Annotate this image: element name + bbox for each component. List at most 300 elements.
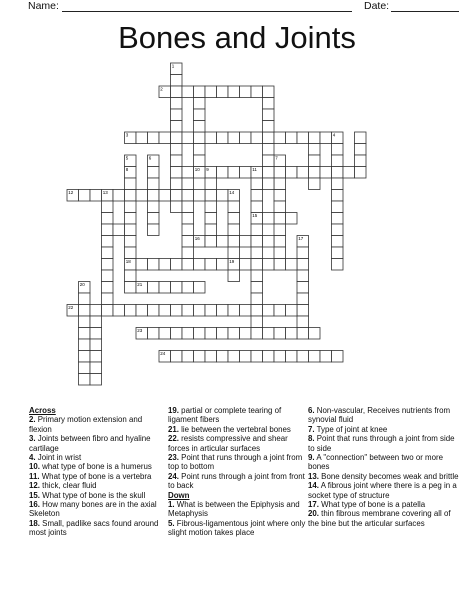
grid-cell[interactable] xyxy=(286,305,298,317)
grid-cell[interactable] xyxy=(194,155,206,167)
grid-cell[interactable] xyxy=(194,190,206,202)
clue-number-label: 4. xyxy=(29,453,36,463)
grid-cell[interactable] xyxy=(182,236,194,248)
grid-cell[interactable] xyxy=(182,132,194,144)
grid-cell[interactable] xyxy=(332,259,344,271)
grid-cell[interactable] xyxy=(217,328,229,340)
clue-number: 15 xyxy=(252,213,258,219)
grid-cell[interactable] xyxy=(90,316,102,328)
grid-cell[interactable] xyxy=(102,305,114,317)
page-title: Bones and Joints xyxy=(118,20,356,55)
clue-text: partial or complete tearing of ligament fibers xyxy=(168,406,282,425)
grid-cell[interactable] xyxy=(274,305,286,317)
clue-text: Fibrous-ligamentous joint where only slight motion takes place xyxy=(168,518,306,538)
clue-item xyxy=(168,425,307,434)
grid-cell[interactable] xyxy=(205,178,217,190)
grid-cell[interactable] xyxy=(297,282,309,294)
clue-number: 13 xyxy=(102,190,108,196)
clue-number: 19 xyxy=(229,259,235,265)
clue-number-label: 15. xyxy=(29,490,40,500)
clue-column-3 xyxy=(308,406,459,528)
grid-cell[interactable] xyxy=(159,190,171,202)
grid-cell[interactable] xyxy=(217,236,229,248)
grid-cell[interactable] xyxy=(194,132,206,144)
clue-number-label: 11. xyxy=(29,471,40,481)
grid-cell[interactable] xyxy=(274,259,286,271)
grid-cell[interactable] xyxy=(240,132,252,144)
grid-cell[interactable] xyxy=(263,109,275,121)
grid-cell[interactable] xyxy=(332,247,344,259)
grid-cell[interactable] xyxy=(113,305,125,317)
grid-cell[interactable] xyxy=(194,144,206,156)
grid-cell[interactable] xyxy=(251,132,263,144)
grid-cell[interactable] xyxy=(309,328,321,340)
grid-cell[interactable] xyxy=(332,155,344,167)
grid-cell[interactable] xyxy=(228,224,240,236)
grid-cell[interactable] xyxy=(309,167,321,179)
grid-cell[interactable] xyxy=(125,305,137,317)
clue-number-label: 16. xyxy=(29,500,40,510)
grid-cell[interactable] xyxy=(263,144,275,156)
grid-cell[interactable] xyxy=(309,178,321,190)
grid-cell[interactable] xyxy=(274,201,286,213)
grid-cell[interactable] xyxy=(148,224,160,236)
grid-cell[interactable] xyxy=(171,328,183,340)
clue-number-label: 3. xyxy=(29,434,36,444)
clue-item xyxy=(308,425,459,434)
grid-cell[interactable] xyxy=(205,86,217,98)
clue-text: resists compressive and shear forces in articular surfaces xyxy=(168,434,288,453)
grid-cell[interactable] xyxy=(228,86,240,98)
grid-cell[interactable] xyxy=(171,178,183,190)
clue-item xyxy=(29,519,165,538)
grid-cell[interactable] xyxy=(148,305,160,317)
clue-number-label: 24. xyxy=(168,471,179,481)
clue-text: Small, padlike sacs found around most joints xyxy=(29,518,159,538)
clue-number: 10 xyxy=(194,167,200,173)
grid-cell[interactable] xyxy=(263,98,275,110)
grid-cell[interactable] xyxy=(274,132,286,144)
grid-cell[interactable] xyxy=(217,132,229,144)
grid-cell[interactable] xyxy=(355,167,367,179)
clue-number-label: 14. xyxy=(308,481,319,491)
grid-cell[interactable] xyxy=(171,155,183,167)
grid-cell[interactable] xyxy=(159,259,171,271)
clue-number-label: 8. xyxy=(308,434,315,444)
grid-cell[interactable] xyxy=(228,132,240,144)
grid-cell[interactable] xyxy=(125,213,137,225)
grid-cell[interactable] xyxy=(297,305,309,317)
grid-cell[interactable] xyxy=(102,282,114,294)
grid-cell[interactable] xyxy=(148,282,160,294)
grid-cell[interactable] xyxy=(240,167,252,179)
grid-cell[interactable] xyxy=(297,167,309,179)
clue-number: 3 xyxy=(125,132,129,138)
grid-cell[interactable] xyxy=(355,144,367,156)
grid-cell[interactable] xyxy=(171,144,183,156)
grid-cell[interactable] xyxy=(194,109,206,121)
grid-cell[interactable] xyxy=(182,167,194,179)
grid-cell[interactable] xyxy=(309,144,321,156)
grid-cell[interactable] xyxy=(205,351,217,363)
grid-cell[interactable] xyxy=(171,109,183,121)
grid-cell[interactable] xyxy=(194,328,206,340)
clue-number-label: 17. xyxy=(308,500,319,510)
clue-item xyxy=(168,519,307,538)
grid-cell[interactable] xyxy=(136,259,148,271)
grid-cell[interactable] xyxy=(228,270,240,282)
grid-cell[interactable] xyxy=(148,132,160,144)
grid-cell[interactable] xyxy=(228,213,240,225)
grid-cell[interactable] xyxy=(332,224,344,236)
grid-cell[interactable] xyxy=(263,155,275,167)
across-heading: Across xyxy=(29,406,56,415)
grid-cell[interactable] xyxy=(228,167,240,179)
grid-cell[interactable] xyxy=(148,178,160,190)
grid-cell[interactable] xyxy=(251,351,263,363)
grid-cell[interactable] xyxy=(182,259,194,271)
grid-cell[interactable] xyxy=(251,247,263,259)
grid-cell[interactable] xyxy=(125,190,137,202)
grid-cell[interactable] xyxy=(182,305,194,317)
date-label: Date: xyxy=(364,0,390,12)
grid-cell[interactable] xyxy=(263,328,275,340)
grid-cell[interactable] xyxy=(251,224,263,236)
grid-cell[interactable] xyxy=(90,362,102,374)
grid-cell[interactable] xyxy=(171,190,183,202)
grid-cell[interactable] xyxy=(171,98,183,110)
grid-cell[interactable] xyxy=(102,201,114,213)
grid-cell[interactable] xyxy=(194,98,206,110)
clue-item xyxy=(29,453,165,462)
grid-cell[interactable] xyxy=(228,201,240,213)
grid-cell[interactable] xyxy=(148,259,160,271)
grid-cell[interactable] xyxy=(228,328,240,340)
grid-cell[interactable] xyxy=(102,293,114,305)
grid-cell[interactable] xyxy=(79,305,91,317)
grid-cell[interactable] xyxy=(205,305,217,317)
clue-text: thin fibrous membrane covering all of the bine but the articular surfaces xyxy=(308,509,451,528)
clue-item xyxy=(168,434,307,453)
grid-cell[interactable] xyxy=(194,259,206,271)
grid-cell[interactable] xyxy=(251,86,263,98)
clue-text: What is between the Epiphysis and Metaphysis xyxy=(168,500,300,519)
clue-item xyxy=(29,472,165,481)
clue-item xyxy=(29,491,165,500)
clue-text: How many bones are in the axial Skeleton xyxy=(29,500,157,519)
clue-number: 23 xyxy=(137,328,143,334)
clue-item xyxy=(29,481,165,490)
grid-cell[interactable] xyxy=(205,259,217,271)
grid-cell[interactable] xyxy=(182,328,194,340)
grid-cell[interactable] xyxy=(240,328,252,340)
clue-item xyxy=(168,453,307,472)
grid-cell[interactable] xyxy=(274,178,286,190)
grid-cell[interactable] xyxy=(286,328,298,340)
grid-cell[interactable] xyxy=(286,167,298,179)
grid-cell[interactable] xyxy=(332,351,344,363)
grid-cell[interactable] xyxy=(320,132,332,144)
grid-cell[interactable] xyxy=(274,328,286,340)
grid-cell[interactable] xyxy=(263,305,275,317)
clue-column-1 xyxy=(29,406,165,538)
grid-cell[interactable] xyxy=(240,236,252,248)
grid-cell[interactable] xyxy=(286,132,298,144)
grid-cell[interactable] xyxy=(297,316,309,328)
grid-cell[interactable] xyxy=(274,224,286,236)
grid-cell[interactable] xyxy=(125,224,137,236)
grid-cell[interactable] xyxy=(159,305,171,317)
grid-cell[interactable] xyxy=(251,236,263,248)
grid-cell[interactable] xyxy=(182,190,194,202)
clue-text: Joints between fibro and hyaline cartilage xyxy=(29,434,151,453)
name-label: Name: xyxy=(28,0,59,12)
grid-cell[interactable] xyxy=(90,190,102,202)
grid-cell[interactable] xyxy=(332,144,344,156)
grid-cell[interactable] xyxy=(240,259,252,271)
grid-cell[interactable] xyxy=(263,178,275,190)
grid-cell[interactable] xyxy=(274,247,286,259)
grid-cell[interactable] xyxy=(309,132,321,144)
grid-cell[interactable] xyxy=(320,167,332,179)
grid-cell[interactable] xyxy=(228,236,240,248)
grid-cell[interactable] xyxy=(205,236,217,248)
grid-cell[interactable] xyxy=(205,190,217,202)
grid-cell[interactable] xyxy=(297,247,309,259)
clue-item xyxy=(308,509,459,528)
grid-cell[interactable] xyxy=(102,259,114,271)
grid-cell[interactable] xyxy=(159,328,171,340)
grid-cell[interactable] xyxy=(217,259,229,271)
grid-cell[interactable] xyxy=(102,213,114,225)
grid-cell[interactable] xyxy=(125,247,137,259)
grid-cell[interactable] xyxy=(125,236,137,248)
grid-cell[interactable] xyxy=(263,167,275,179)
clue-text: lie between the vertebral bones xyxy=(178,424,291,434)
grid-cell[interactable] xyxy=(217,351,229,363)
grid-cell[interactable] xyxy=(251,305,263,317)
grid-cell[interactable] xyxy=(297,270,309,282)
grid-cell[interactable] xyxy=(251,270,263,282)
clue-item xyxy=(168,472,307,491)
grid-cell[interactable] xyxy=(332,236,344,248)
grid-cell[interactable] xyxy=(113,190,125,202)
grid-cell[interactable] xyxy=(90,339,102,351)
grid-cell[interactable] xyxy=(355,132,367,144)
grid-cell[interactable] xyxy=(102,247,114,259)
grid-cell[interactable] xyxy=(228,305,240,317)
grid-cell[interactable] xyxy=(286,259,298,271)
grid-cell[interactable] xyxy=(194,121,206,133)
down-heading: Down xyxy=(168,490,190,500)
grid-cell[interactable] xyxy=(263,132,275,144)
clue-item xyxy=(29,462,165,471)
clue-text: what type of bone is a humerus xyxy=(39,462,152,472)
grid-cell[interactable] xyxy=(171,282,183,294)
grid-cell[interactable] xyxy=(182,224,194,236)
grid-cell[interactable] xyxy=(251,282,263,294)
grid-cell[interactable] xyxy=(182,86,194,98)
clue-number: 21 xyxy=(137,282,143,288)
grid-cell[interactable] xyxy=(263,236,275,248)
grid-cell[interactable] xyxy=(251,328,263,340)
grid-cell[interactable] xyxy=(320,351,332,363)
grid-cell[interactable] xyxy=(182,213,194,225)
grid-cell[interactable] xyxy=(228,247,240,259)
grid-cell[interactable] xyxy=(194,86,206,98)
grid-cell[interactable] xyxy=(205,213,217,225)
clue-text: A "connection" between two or more bones xyxy=(308,453,444,472)
grid-cell[interactable] xyxy=(171,121,183,133)
grid-cell[interactable] xyxy=(79,293,91,305)
grid-cell[interactable] xyxy=(79,328,91,340)
grid-cell[interactable] xyxy=(194,305,206,317)
grid-cell[interactable] xyxy=(148,167,160,179)
grid-cell[interactable] xyxy=(194,351,206,363)
clue-text: A fibrous joint where there is a peg in a socket type of structure xyxy=(308,481,457,500)
grid-cell[interactable] xyxy=(332,213,344,225)
grid-cell[interactable] xyxy=(240,305,252,317)
grid-cell[interactable] xyxy=(240,351,252,363)
grid-cell[interactable] xyxy=(274,190,286,202)
grid-cell[interactable] xyxy=(309,155,321,167)
grid-cell[interactable] xyxy=(79,362,91,374)
grid-cell[interactable] xyxy=(79,339,91,351)
grid-cell[interactable] xyxy=(297,328,309,340)
grid-cell[interactable] xyxy=(79,351,91,363)
grid-cell[interactable] xyxy=(79,374,91,386)
grid-cell[interactable] xyxy=(148,190,160,202)
grid-cell[interactable] xyxy=(297,132,309,144)
grid-cell[interactable] xyxy=(90,305,102,317)
grid-cell[interactable] xyxy=(251,178,263,190)
clue-number: 22 xyxy=(68,305,74,311)
grid-cell[interactable] xyxy=(171,132,183,144)
grid-cell[interactable] xyxy=(125,282,137,294)
clue-number: 4 xyxy=(332,132,336,138)
grid-cell[interactable] xyxy=(240,86,252,98)
grid-cell[interactable] xyxy=(182,351,194,363)
grid-cell[interactable] xyxy=(90,351,102,363)
grid-cell[interactable] xyxy=(332,167,344,179)
grid-cell[interactable] xyxy=(263,259,275,271)
grid-cell[interactable] xyxy=(159,132,171,144)
grid-cell[interactable] xyxy=(79,316,91,328)
grid-cell[interactable] xyxy=(113,224,125,236)
grid-cell[interactable] xyxy=(251,293,263,305)
grid-cell[interactable] xyxy=(171,351,183,363)
grid-cell[interactable] xyxy=(171,201,183,213)
grid-cell[interactable] xyxy=(171,86,183,98)
grid-cell[interactable] xyxy=(263,86,275,98)
clue-number-label: 12. xyxy=(29,481,40,491)
grid-cell[interactable] xyxy=(79,190,91,202)
clue-number: 1 xyxy=(171,63,175,69)
grid-cell[interactable] xyxy=(182,178,194,190)
clue-item xyxy=(308,481,459,500)
clue-number: 8 xyxy=(125,167,129,173)
grid-cell[interactable] xyxy=(171,305,183,317)
grid-cell[interactable] xyxy=(136,190,148,202)
grid-cell[interactable] xyxy=(148,213,160,225)
grid-cell[interactable] xyxy=(251,316,263,328)
grid-cell[interactable] xyxy=(274,213,286,225)
grid-cell[interactable] xyxy=(205,328,217,340)
grid-cell[interactable] xyxy=(125,270,137,282)
clue-number: 2 xyxy=(160,86,163,92)
grid-cell[interactable] xyxy=(102,270,114,282)
grid-cell[interactable] xyxy=(125,201,137,213)
grid-cell[interactable] xyxy=(148,328,160,340)
grid-cell[interactable] xyxy=(136,305,148,317)
grid-cell[interactable] xyxy=(217,167,229,179)
grid-cell[interactable] xyxy=(125,178,137,190)
grid-cell[interactable] xyxy=(263,121,275,133)
grid-cell[interactable] xyxy=(182,282,194,294)
clue-number-label: 5. xyxy=(168,518,175,528)
grid-cell[interactable] xyxy=(274,236,286,248)
clue-text: What type of bone is a patella xyxy=(318,500,426,510)
grid-cell[interactable] xyxy=(251,201,263,213)
clue-item xyxy=(308,472,459,481)
grid-cell[interactable] xyxy=(355,155,367,167)
grid-cell[interactable] xyxy=(274,351,286,363)
grid-cell[interactable] xyxy=(297,259,309,271)
grid-cell[interactable] xyxy=(194,282,206,294)
grid-cell[interactable] xyxy=(102,236,114,248)
clue-item xyxy=(308,434,459,453)
grid-cell[interactable] xyxy=(217,86,229,98)
grid-cell[interactable] xyxy=(148,201,160,213)
clue-item xyxy=(168,500,307,519)
grid-cell[interactable] xyxy=(228,351,240,363)
grid-cell[interactable] xyxy=(171,167,183,179)
clue-text: Point runs through a joint from front to back xyxy=(168,471,305,491)
clue-number: 16 xyxy=(194,236,200,242)
grid-cell[interactable] xyxy=(251,190,263,202)
grid-cell[interactable] xyxy=(251,259,263,271)
grid-cell[interactable] xyxy=(182,247,194,259)
grid-cell[interactable] xyxy=(205,201,217,213)
grid-cell[interactable] xyxy=(205,132,217,144)
grid-cell[interactable] xyxy=(286,351,298,363)
grid-cell[interactable] xyxy=(90,328,102,340)
grid-cell[interactable] xyxy=(171,75,183,87)
grid-cell[interactable] xyxy=(309,351,321,363)
grid-cell[interactable] xyxy=(286,213,298,225)
grid-cell[interactable] xyxy=(90,374,102,386)
grid-cell[interactable] xyxy=(263,213,275,225)
grid-cell[interactable] xyxy=(343,167,355,179)
grid-cell[interactable] xyxy=(217,190,229,202)
grid-cell[interactable] xyxy=(332,190,344,202)
grid-cell[interactable] xyxy=(274,167,286,179)
grid-cell[interactable] xyxy=(136,132,148,144)
grid-cell[interactable] xyxy=(102,224,114,236)
grid-cell[interactable] xyxy=(263,351,275,363)
grid-cell[interactable] xyxy=(217,305,229,317)
grid-cell[interactable] xyxy=(205,224,217,236)
grid-cell[interactable] xyxy=(297,293,309,305)
grid-cell[interactable] xyxy=(332,201,344,213)
clue-number: 6 xyxy=(148,155,152,161)
grid-cell[interactable] xyxy=(182,201,194,213)
grid-cell[interactable] xyxy=(332,178,344,190)
grid-cell[interactable] xyxy=(159,282,171,294)
grid-cell[interactable] xyxy=(171,259,183,271)
clue-number: 12 xyxy=(68,190,74,196)
grid-cell[interactable] xyxy=(297,351,309,363)
